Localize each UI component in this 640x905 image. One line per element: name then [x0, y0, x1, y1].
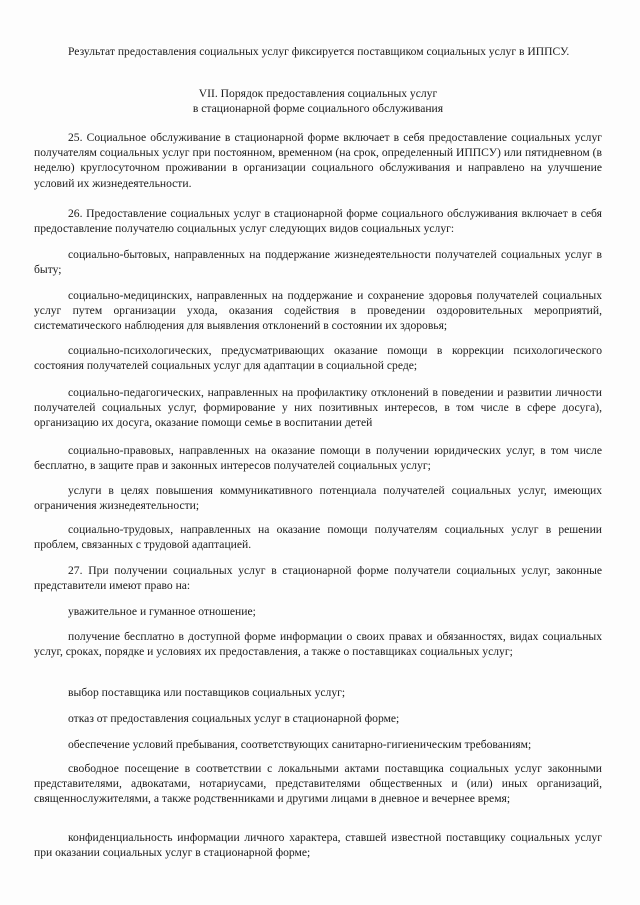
paragraph-25: 25. Социальное обслуживание в стационарной форме включает в себя предоставление социальных услуг получателям социальных услуг при постоянном, временном (на срок, определенный ИППСУ) или пятидневном (в неделю) круглосуточном проживании в организации социального обслуживания и направлено на улучшение условий их жизнедеятельности. [34, 131, 602, 190]
right-information: получение бесплатно в доступной форме информации о своих правах и обязанностях, видах социальных услуг, сроках, порядке и условиях их предоставления, а также о поставщиках социальных услуг; [34, 630, 602, 659]
right-respect: уважительное и гуманное отношение; [68, 605, 256, 618]
right-refusal: отказ от предоставления социальных услуг в стационарной форме; [68, 712, 400, 725]
right-free-visits: свободное посещение в соответствии с локальными актами поставщика социальных услуг законными представителями, адвокатами, нотариусами, представителями общественных и (или) иных организаций, священнослужителями, а также родственниками и другими лицами в дневное и вечернее время; [34, 762, 602, 806]
section-heading-line-2: в стационарной форме социального обслуживания [192, 101, 444, 115]
paragraph-27: 27. При получении социальных услуг в стационарной форме получатели социальных услуг, законные представители имеют право на: [34, 564, 602, 593]
list-item-social-legal: социально-правовых, направленных на оказание помощи в получении юридических услуг, в том числе бесплатно, в защите прав и законных интересов получателей социальных услуг; [34, 444, 602, 473]
list-item-social-psychological: социально-психологических, предусматривающих оказание помощи в коррекции психологического состояния получателей социальных услуг для адаптации в социальной среде; [34, 344, 602, 373]
section-heading-line-1: VII. Порядок предоставления социальных услуг [198, 87, 438, 100]
intro-paragraph: Результат предоставления социальных услуг фиксируется поставщиком социальных услуг в ИППСУ. [68, 45, 570, 58]
list-item-communication: услуги в целях повышения коммуникативного потенциала получателей социальных услуг, имеющих ограничения жизнедеятельности; [34, 484, 602, 513]
paragraph-26: 26. Предоставление социальных услуг в стационарной форме социального обслуживания включает в себя предоставление получателю социальных услуг следующих видов социальных услуг: [34, 207, 602, 236]
right-confidentiality: конфиденциальность информации личного характера, ставшей известной поставщику социальных услуг при оказании социальных услуг в стационарной форме; [34, 831, 602, 860]
list-item-social-medical: социально-медицинских, направленных на поддержание и сохранение здоровья получателей социальных услуг путем организации ухода, оказания содействия в проведении оздоровительных мероприятий, систематического наблюдения для выявления отклонений в состоянии их здоровья; [34, 289, 602, 333]
list-item-social-pedagogical: социально-педагогических, направленных на профилактику отклонений в поведении и развитии личности получателей социальных услуг, формирование у них позитивных интересов, в том числе в сфере досуга), организацию их досуга, оказание помощи семье в воспитании детей [34, 386, 602, 430]
list-item-social-labor: социально-трудовых, направленных на оказание помощи получателям социальных услуг в решении проблем, связанных с трудовой адаптацией. [34, 523, 602, 552]
right-choice-of-provider: выбор поставщика или поставщиков социальных услуг; [68, 686, 346, 699]
right-sanitary-conditions: обеспечение условий пребывания, соответствующих санитарно-гигиеническим требованиям; [68, 738, 532, 751]
list-item-social-household: социально-бытовых, направленных на поддержание жизнедеятельности получателей социальных услуг в быту; [34, 248, 602, 277]
section-heading [34, 87, 602, 116]
